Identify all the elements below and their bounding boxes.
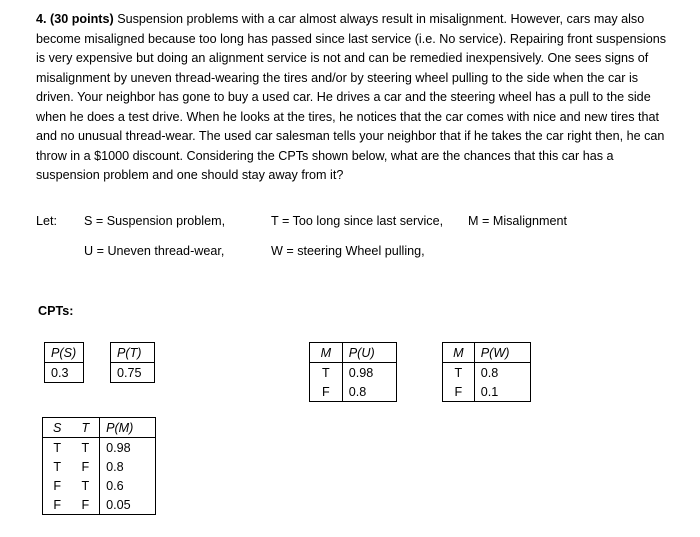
cpt-pm-cell: T [81,478,90,493]
question-body: Suspension problems with a car almost always result in misalignment. However, cars may also become misaligned because too long has passed since last service (i.e. No service). Repairing front suspensions is very expensive but doing an alignment service is not and can be remedied inexpensively. One sees signs of misalignment by uneven thread-wearing the tires and/or by steering wheel pulling to the side when the car is driven. Your neighbor has gone to buy a used car. He drives a car and the steering wheel has a pull to the side when he does a test drive. When he looks at the tires, he notices that the car comes with nice and new tires that and no unusual thread-wear. The used car salesman tells your neighbor that if he takes the car right then, he can throw in a $1000 discount. Considering the CPTs shown below, what are the chances that this car has a suspension problem and one should stay away from it? [36,12,667,182]
table-row [43,457,156,476]
cpt-pu-cell: T [322,365,330,380]
let-label: Let: [36,214,58,228]
cpt-ps-header: P(S) [45,343,84,363]
table-row [43,495,156,515]
question-text [36,10,676,186]
cpt-ps-value: 0.3 [45,363,84,383]
cpt-pm-cell: F [81,459,90,474]
table-row [310,382,397,402]
cpt-pm-cell: 0.05 [100,495,156,515]
cpt-pm-cell: 0.98 [100,438,156,458]
table-row [43,476,156,495]
cpt-pt-table [110,342,155,383]
question-number: 4. [36,12,47,26]
cpt-pu-cell: 0.8 [342,382,396,402]
cpt-pm-header-s: S [43,418,72,438]
cpt-pu-header-m: M [310,343,343,363]
cpt-ps-table [44,342,84,383]
table-row [43,438,156,458]
cpt-pw-table [442,342,531,402]
cpt-pt-value: 0.75 [111,363,155,383]
cpt-pm-cell: T [53,459,62,474]
definition-s: S = Suspension problem, [84,214,226,228]
cpt-pw-cell: T [454,365,463,380]
cpts-label: CPTs: [38,304,74,318]
cpt-pm-cell: F [53,478,62,493]
cpt-pu-table [309,342,397,402]
table-row [443,363,531,383]
cpt-pm-header-t: T [72,418,100,438]
cpt-pw-cell: 0.1 [474,382,530,402]
cpt-pm-cell: 0.8 [100,457,156,476]
cpt-pw-cell: 0.8 [474,363,530,383]
cpt-pu-cell: 0.98 [342,363,396,383]
definition-w: W = steering Wheel pulling, [271,244,425,258]
table-row [310,363,397,383]
cpt-pm-cell: 0.6 [100,476,156,495]
cpt-pm-cell: T [53,440,62,455]
cpt-pm-table [42,417,156,515]
definition-u: U = Uneven thread-wear, [84,244,225,258]
question-points: (30 points) [50,12,114,26]
cpt-pu-header-p: P(U) [342,343,396,363]
cpt-pw-header-m: M [443,343,475,363]
cpt-pm-cell: T [81,440,90,455]
cpt-pm-cell: F [53,497,62,512]
cpt-pt-header: P(T) [111,343,155,363]
cpt-pw-cell: F [454,384,463,399]
table-row [443,382,531,402]
cpt-pm-header-p: P(M) [100,418,156,438]
cpt-pu-cell: F [322,384,330,399]
definition-t: T = Too long since last service, [271,214,444,228]
cpt-pw-header-p: P(W) [474,343,530,363]
cpt-pm-cell: F [81,497,90,512]
definition-m: M = Misalignment [468,214,568,228]
